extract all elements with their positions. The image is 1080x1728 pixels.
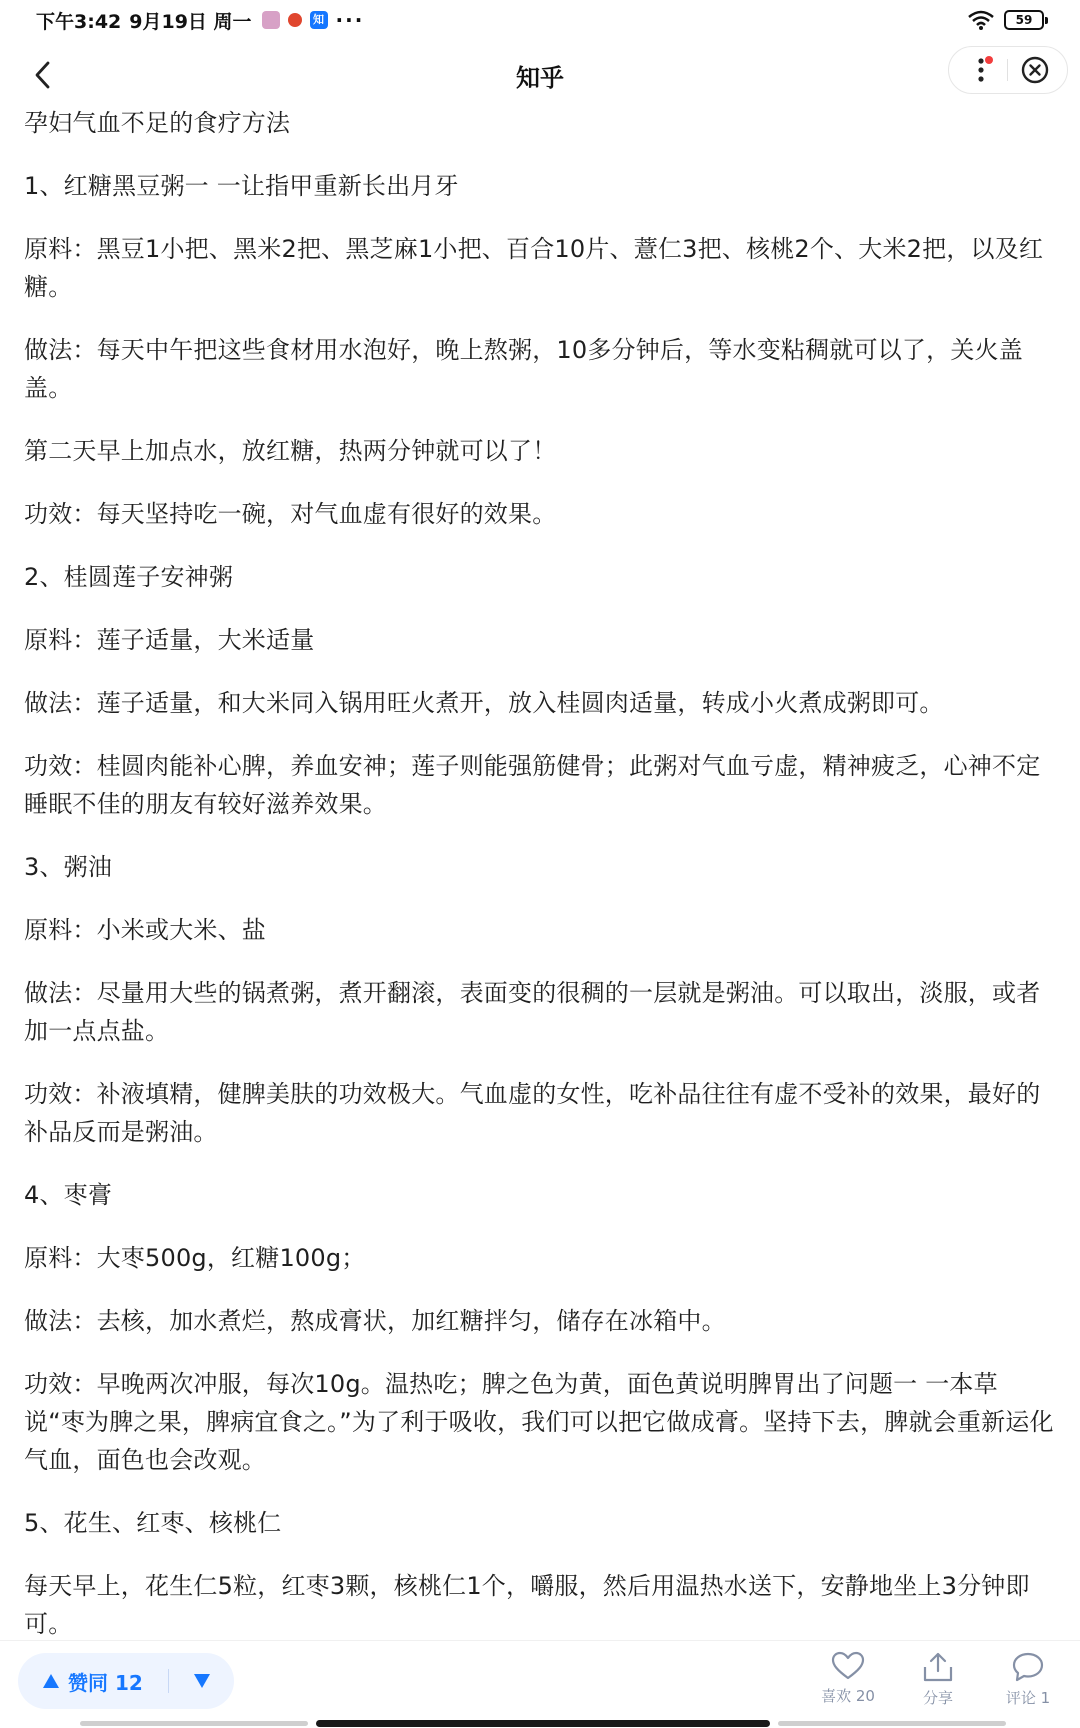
recipe-1-ingredients: 原料：黑豆1小把、黑米2把、黑芝麻1小把、百合10片、薏仁3把、核桃2个、大米2把，以及红糖。 xyxy=(24,235,1044,301)
triangle-down-icon xyxy=(193,1673,211,1689)
recipe-4-method: 做法：去核，加水煮烂，熬成膏状，加红糖拌匀，储存在冰箱中。 xyxy=(24,1307,726,1335)
gesture-bar-right xyxy=(778,1721,1006,1726)
app-header xyxy=(0,40,1080,112)
recipe-1-title: 1、红糖黑豆粥一 一让指甲重新长出月牙 xyxy=(24,172,459,200)
comment-bubble-icon xyxy=(1011,1651,1045,1683)
upvote-label: 赞同 12 xyxy=(68,1670,143,1695)
recipe-3-ingredients: 原料：小米或大米、盐 xyxy=(24,916,266,944)
downvote-button[interactable] xyxy=(169,1653,234,1709)
more-notifications-icon: ··· xyxy=(335,8,365,32)
recipe-3-title: 3、粥油 xyxy=(24,853,113,881)
like-label: 喜欢 20 xyxy=(821,1687,875,1705)
vertical-dots-icon xyxy=(977,57,985,83)
comment-label: 评论 1 xyxy=(1005,1689,1051,1707)
battery-level: 59 xyxy=(1015,13,1033,27)
weibo-app-icon xyxy=(288,13,302,27)
recipe-3-method: 做法：尽量用大些的锅煮粥，煮开翻滚，表面变的很稠的一层就是粥油。可以取出，淡服，或者加一点点盐。 xyxy=(24,979,1041,1045)
status-bar xyxy=(0,0,1080,40)
recipe-2-title: 2、桂圆莲子安神粥 xyxy=(24,563,234,591)
recipe-3-effect: 功效：补液填精，健脾美肤的功效极大。气血虚的女性，吃补品往往有虚不受补的效果，最好的补品反而是粥油。 xyxy=(24,1080,1041,1146)
status-date: 9月19日 周一 xyxy=(129,10,252,33)
status-time: 下午3:42 xyxy=(36,10,122,33)
close-button[interactable] xyxy=(1017,52,1053,88)
gesture-bar xyxy=(0,1719,1080,1727)
share-button[interactable] xyxy=(906,1651,970,1708)
capsule-divider xyxy=(1007,59,1008,81)
action-group xyxy=(816,1651,1060,1708)
gesture-bar-left xyxy=(80,1721,308,1726)
recipe-1-effect: 功效：每天坚持吃一碗，对气血虚有很好的效果。 xyxy=(24,500,557,528)
share-icon xyxy=(921,1651,955,1683)
wifi-icon xyxy=(968,10,994,30)
triangle-up-icon xyxy=(42,1673,60,1689)
notification-dot xyxy=(985,56,993,64)
comment-button[interactable] xyxy=(996,1651,1060,1708)
recipe-5-title: 5、花生、红枣、核桃仁 xyxy=(24,1509,282,1537)
heart-icon xyxy=(831,1651,865,1681)
battery-icon xyxy=(1004,10,1044,30)
zhihu-app-icon: 知 xyxy=(310,11,328,29)
recipe-4-title: 4、枣膏 xyxy=(24,1181,113,1209)
status-left xyxy=(36,7,252,34)
share-label: 分享 xyxy=(922,1689,953,1707)
recipe-2-effect: 功效：桂圆肉能补心脾，养血安神；莲子则能强筋健骨；此粥对气血亏虚，精神疲乏，心神不定睡眠不佳的朋友有较好滋养效果。 xyxy=(24,752,1041,818)
like-button[interactable] xyxy=(816,1651,880,1708)
recipe-4-effect: 功效：早晚两次冲服，每次10g。温热吃；脾之色为黄，面色黄说明脾胃出了问题一 一本草说“枣为脾之果，脾病宜食之。”为了利于吸收，我们可以把它做成膏。坚持下去，脾就会重新运化气血，面色也会改观。 xyxy=(24,1370,1054,1474)
home-indicator[interactable] xyxy=(316,1720,770,1727)
notification-icons xyxy=(262,8,365,32)
calendar-app-icon xyxy=(262,11,280,29)
article-heading: 孕妇气血不足的食疗方法 xyxy=(24,109,291,137)
recipe-5-method: 每天早上，花生仁5粒，红枣3颗，核桃仁1个，嚼服，然后用温热水送下，安静地坐上3分钟即可。 xyxy=(24,1572,1030,1638)
close-circle-icon xyxy=(1021,56,1049,84)
article-body xyxy=(24,104,1054,1668)
vote-control xyxy=(18,1653,234,1709)
bottom-action-bar xyxy=(0,1640,1080,1728)
recipe-4-ingredients: 原料：大枣500g，红糖100g； xyxy=(24,1244,366,1272)
upvote-button[interactable] xyxy=(18,1653,168,1709)
more-options-button[interactable] xyxy=(963,52,999,88)
recipe-2-method: 做法：莲子适量，和大米同入锅用旺火煮开，放入桂圆肉适量，转成小火煮成粥即可。 xyxy=(24,689,944,717)
mini-program-capsule xyxy=(948,46,1068,94)
recipe-1-method-2: 第二天早上加点水，放红糖，热两分钟就可以了！ xyxy=(24,437,557,465)
status-right xyxy=(968,10,1044,30)
page-title: 知乎 xyxy=(516,64,564,92)
recipe-1-method: 做法：每天中午把这些食材用水泡好，晚上熬粥，10多分钟后，等水变粘稠就可以了，关火盖盖。 xyxy=(24,336,1023,402)
recipe-2-ingredients: 原料：莲子适量，大米适量 xyxy=(24,626,315,654)
